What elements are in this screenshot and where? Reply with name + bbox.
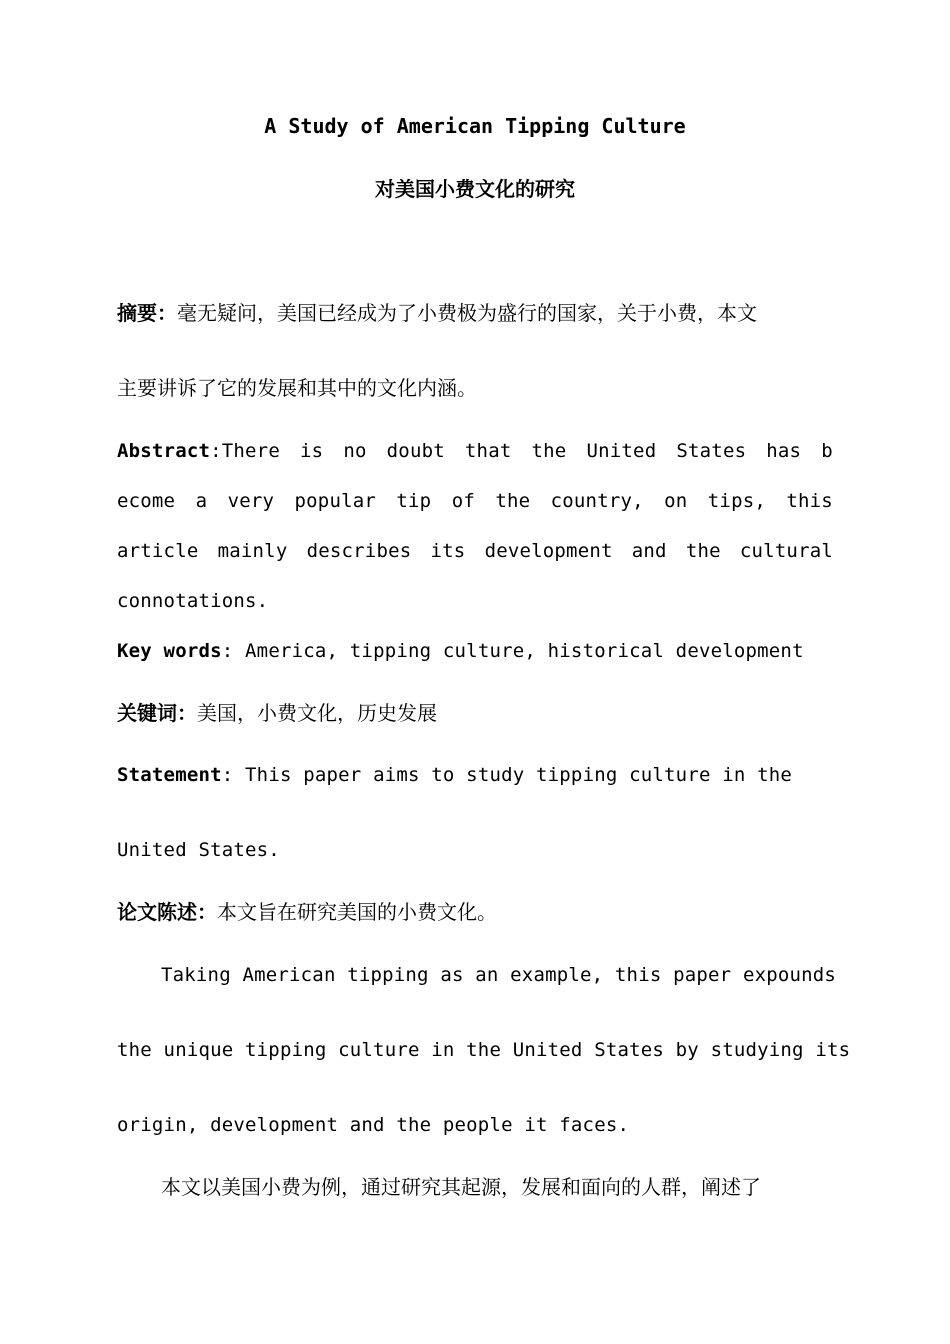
abstract-en-word: mainly (217, 540, 288, 562)
abstract-en-line-1 (117, 437, 833, 465)
abstract-en-line-3 (117, 537, 833, 565)
body-zh-line-1: 本文以美国小费为例，通过研究其起源，发展和面向的人群，阐述了 (161, 1175, 761, 1199)
abstract-en-word: b (821, 440, 833, 462)
abstract-en-word: that (464, 440, 512, 462)
title-english: A Study of American Tipping Culture (264, 114, 686, 138)
abstract-en-word: and (631, 540, 667, 562)
title-chinese: 对美国小费文化的研究 (375, 177, 575, 201)
abstract-en-word: tips, (707, 490, 766, 512)
abstract-en-word: the (685, 540, 721, 562)
statement-zh-label: 论文陈述： (117, 900, 217, 924)
body-en-line-1: Taking American tipping as an example, this paper expounds (161, 964, 837, 986)
abstract-en-word: on (664, 490, 688, 512)
abstract-zh-text-1: 毫无疑问，美国已经成为了小费极为盛行的国家，关于小费，本文 (177, 301, 757, 325)
abstract-zh-label: 摘要： (117, 301, 177, 325)
statement-en-label: Statement (117, 764, 222, 786)
abstract-en-word: :There (210, 440, 280, 462)
abstract-en-word: this (786, 490, 833, 512)
body-en-line-3: origin, development and the people it faces. (117, 1114, 630, 1136)
keywords-zh-label: 关键词： (117, 701, 197, 725)
body-en-line-2: the unique tipping culture in the United States by studying its (117, 1039, 851, 1061)
abstract-en-line-4: connotations. (117, 590, 269, 612)
statement-zh-text: 本文旨在研究美国的小费文化。 (217, 900, 497, 924)
abstract-en-word: popular (294, 490, 377, 512)
keywords-en-text: : America, tipping culture, historical development (221, 640, 804, 662)
abstract-en-word: country, (550, 490, 644, 512)
keywords-zh-text: 美国，小费文化，历史发展 (197, 701, 437, 725)
abstract-en-word: a (195, 490, 208, 512)
abstract-en-word: describes (306, 540, 412, 562)
abstract-en-word: ecome (117, 490, 176, 512)
abstract-en-word: doubt (386, 440, 445, 462)
abstract-en-word: very (227, 490, 275, 512)
abstract-en-first-word (117, 437, 280, 465)
statement-en-line-2: United States. (117, 839, 280, 861)
statement-zh (117, 898, 833, 926)
abstract-en-word: States (676, 440, 747, 462)
abstract-en-word: of (451, 490, 475, 512)
abstract-en-word: the (531, 440, 567, 462)
abstract-en-word: its (430, 540, 466, 562)
keywords-zh (117, 699, 833, 727)
abstract-en-word: cultural (739, 540, 833, 562)
abstract-en-word: the (495, 490, 531, 512)
statement-en-line-1 (117, 761, 833, 789)
keywords-en-label: Key words (117, 640, 222, 662)
abstract-zh-line-1 (117, 299, 833, 327)
abstract-en-line-2 (117, 487, 833, 515)
abstract-en-label: Abstract (117, 440, 211, 462)
abstract-en-word: development (484, 540, 613, 562)
abstract-en-word: United (586, 440, 657, 462)
abstract-en-word: tip (396, 490, 432, 512)
statement-en-text-1: : This paper aims to study tipping culture in the (221, 764, 793, 786)
abstract-en-word: article (117, 540, 199, 562)
abstract-en-word: has (766, 440, 802, 462)
abstract-en-word: is (300, 440, 324, 462)
abstract-zh-line-2: 主要讲诉了它的发展和其中的文化内涵。 (117, 376, 477, 400)
keywords-en (117, 637, 833, 665)
abstract-en-word: no (343, 440, 367, 462)
